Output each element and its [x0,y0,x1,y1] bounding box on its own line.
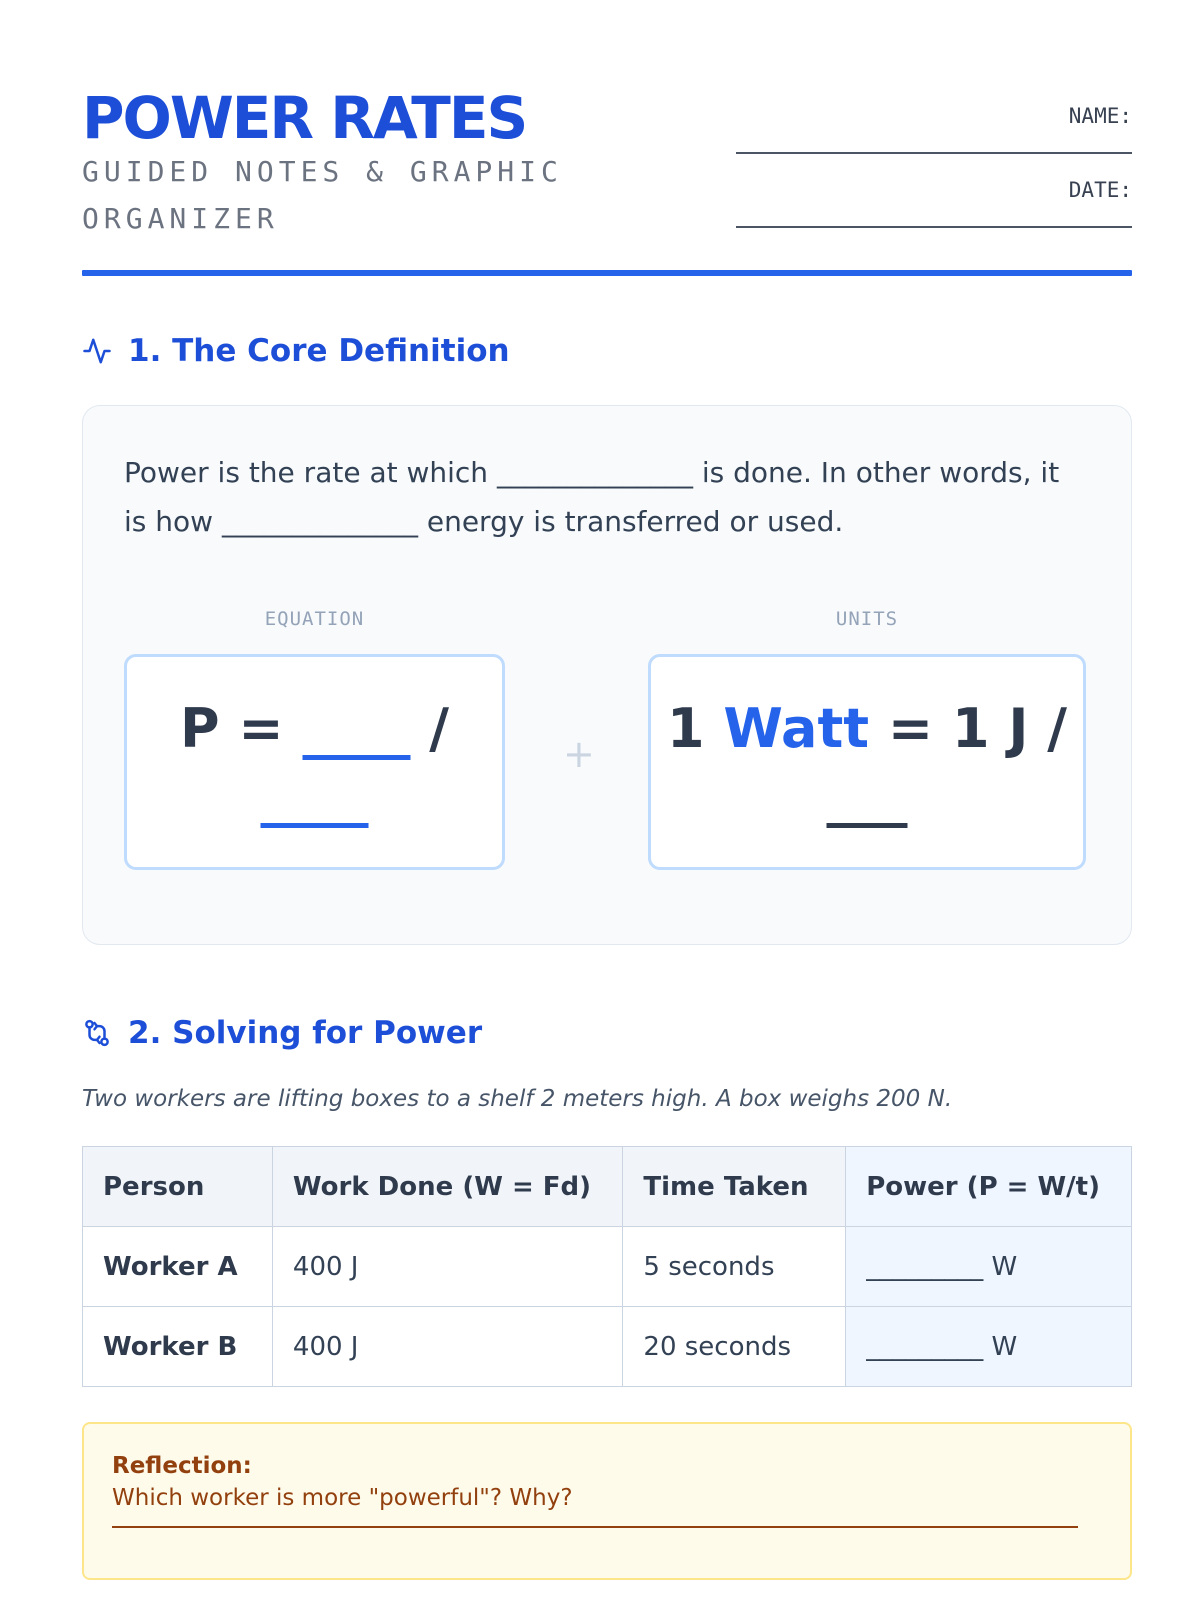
section-heading-text: 2. Solving for Power [128,1015,483,1051]
units-suffix: = 1 J / ___ [826,697,1067,828]
page-title: POWER RATES [82,84,527,152]
table-header: Work Done (W = Fd) [272,1147,623,1227]
scenario-text: Two workers are lifting boxes to a shelf 2 meters high. A box weighs 200 N. [82,1086,953,1112]
section-heading-core-definition [82,333,510,369]
plus-sign: + [563,732,595,776]
units-label: UNITS [835,608,899,630]
date-line[interactable] [736,202,1132,228]
table-cell-work: 400 J [272,1307,623,1387]
header-divider [82,270,1132,276]
reflection-question: Which worker is more "powerful"? Why? [112,1485,573,1511]
power-table [82,1146,1132,1387]
equation-prefix: P = [180,697,303,760]
table-cell-time: 5 seconds [623,1227,846,1307]
name-field[interactable] [736,104,1132,154]
table-cell-power-blank[interactable]: _________ W [846,1227,1132,1307]
name-line[interactable] [736,128,1132,154]
table-header: Person [83,1147,273,1227]
activity-icon [82,336,112,366]
equation-blank-numerator[interactable]: ____ [302,697,411,760]
table-header: Power (P = W/t) [846,1147,1132,1227]
units-box [648,654,1086,870]
table-cell-work: 400 J [272,1227,623,1307]
table-header-row [83,1147,1132,1227]
git-compare-icon [82,1018,112,1048]
reflection-title: Reflection: [112,1453,252,1479]
equation-blank-denominator[interactable]: ____ [260,765,369,828]
table-cell-person: Worker B [83,1307,273,1387]
section-heading-solving-power [82,1015,482,1051]
date-label: DATE: [1068,178,1132,202]
page-subtitle: GUIDED NOTES & GRAPHIC ORGANIZER [82,155,563,235]
definition-text: Power is the rate at which ______________ is done. In other words, it is how ______________ energy is transferred or used. [124,456,1060,538]
equation-label: EQUATION [264,608,365,630]
reflection-answer-line[interactable] [112,1526,1078,1528]
definition-card [82,405,1132,945]
date-field[interactable] [736,178,1132,228]
equation-box [124,654,505,870]
table-cell-person: Worker A [83,1227,273,1307]
reflection-box [82,1422,1132,1580]
table-row [83,1307,1132,1387]
table-row [83,1227,1132,1307]
section-heading-text: 1. The Core Definition [128,333,510,369]
units-watt: Watt [723,697,870,760]
units-prefix: 1 [667,697,724,760]
table-cell-time: 20 seconds [623,1307,846,1387]
table-cell-power-blank[interactable]: _________ W [846,1307,1132,1387]
worksheet-header [82,82,1132,272]
equation-slash: / [410,697,449,760]
table-header: Time Taken [623,1147,846,1227]
name-label: NAME: [1068,104,1132,128]
